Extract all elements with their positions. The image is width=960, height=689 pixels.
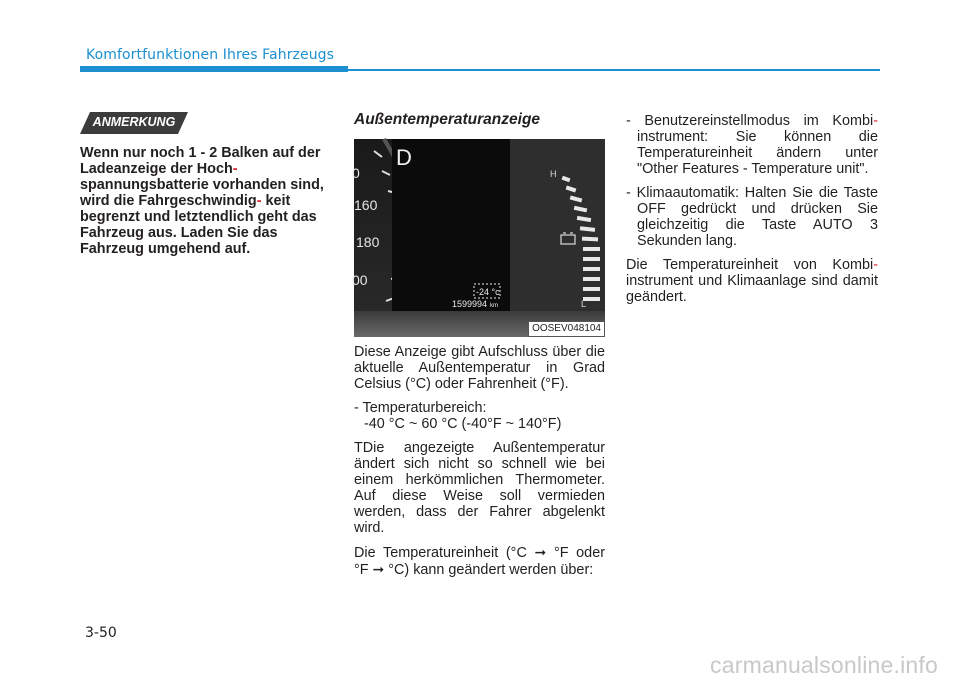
figure-code: OOSEV048104 <box>528 321 605 337</box>
paragraph-delay: TDie angezeigte Außentemperatur ändert sich nicht so schnell wie bei einem herkömmlichen Thermometer. Auf diese Weise soll vermieden werden, dass der Fahrer abgelenkt wird. <box>354 440 605 536</box>
right-column-text <box>626 113 878 313</box>
header-rule <box>348 69 880 71</box>
dashboard-figure <box>354 139 605 337</box>
arrow-icon: ➞ <box>372 561 385 577</box>
speed-label-200: 00 <box>352 272 368 288</box>
gauge-high-label: H <box>550 169 557 179</box>
instrument-cluster-illustration <box>354 139 605 337</box>
gauge-low-label: L <box>581 299 587 309</box>
paragraph-result: Die Temperatureinheit von Kombi- instrument und Klimaanlage sind damit geändert. <box>626 257 878 305</box>
watermark: carmanualsonline.info <box>710 652 938 678</box>
paragraph-intro: Diese Anzeige gibt Aufschluss über die aktuelle Außentemperatur in Grad Celsius (°C) oder Fahrenheit (°F). <box>354 344 605 392</box>
list-item-climate-control: - Klimaautomatik: Halten Sie die Taste OFF gedrückt und drücken Sie gleichzeitig die Taste AUTO 3 Sekunden lang. <box>626 185 878 249</box>
speed-label-0: 0 <box>352 165 360 181</box>
speed-label-180: 180 <box>356 234 380 250</box>
middle-column-text <box>354 344 605 586</box>
list-item-cluster-setting: - Benutzereinstellmodus im Kombi- instrument: Sie können die Temperatureinheit ändern unter "Other Features - Temperature unit". <box>626 113 878 177</box>
note-text: Wenn nur noch 1 - 2 Balken auf der Ladeanzeige der Hoch- spannungsbatterie vorhanden sind, wird die Fahrgeschwindig- keit begrenzt und letztendlich geht das Fahrzeug aus. Laden Sie das Fahrzeug umgehend auf. <box>80 145 324 257</box>
section-title: Außentemperaturanzeige <box>354 111 541 128</box>
odometer: 1599994 <box>452 299 488 309</box>
chapter-title: Komfortfunktionen Ihres Fahrzeugs <box>86 47 335 63</box>
speed-label-160: 160 <box>354 197 378 213</box>
note-badge-label: ANMERKUNG <box>92 115 176 129</box>
range-block <box>354 400 605 432</box>
paragraph-unit-change: Die Temperatureinheit (°C ➞ °F oder °F ➞ °C) kann geändert werden über: <box>354 544 605 578</box>
page-number: 3-50 <box>85 625 117 641</box>
header-bar <box>80 66 348 72</box>
note-badge <box>80 112 188 134</box>
odometer-unit: km <box>490 303 498 309</box>
range-value: -40 °C ~ 60 °C (-40°F ~ 140°F) <box>364 416 562 432</box>
arrow-icon: ➞ <box>534 544 547 560</box>
gear-indicator: D <box>396 145 412 170</box>
range-label: - Temperaturbereich: <box>354 400 487 416</box>
outside-temp-display: -24 °c <box>476 287 500 297</box>
